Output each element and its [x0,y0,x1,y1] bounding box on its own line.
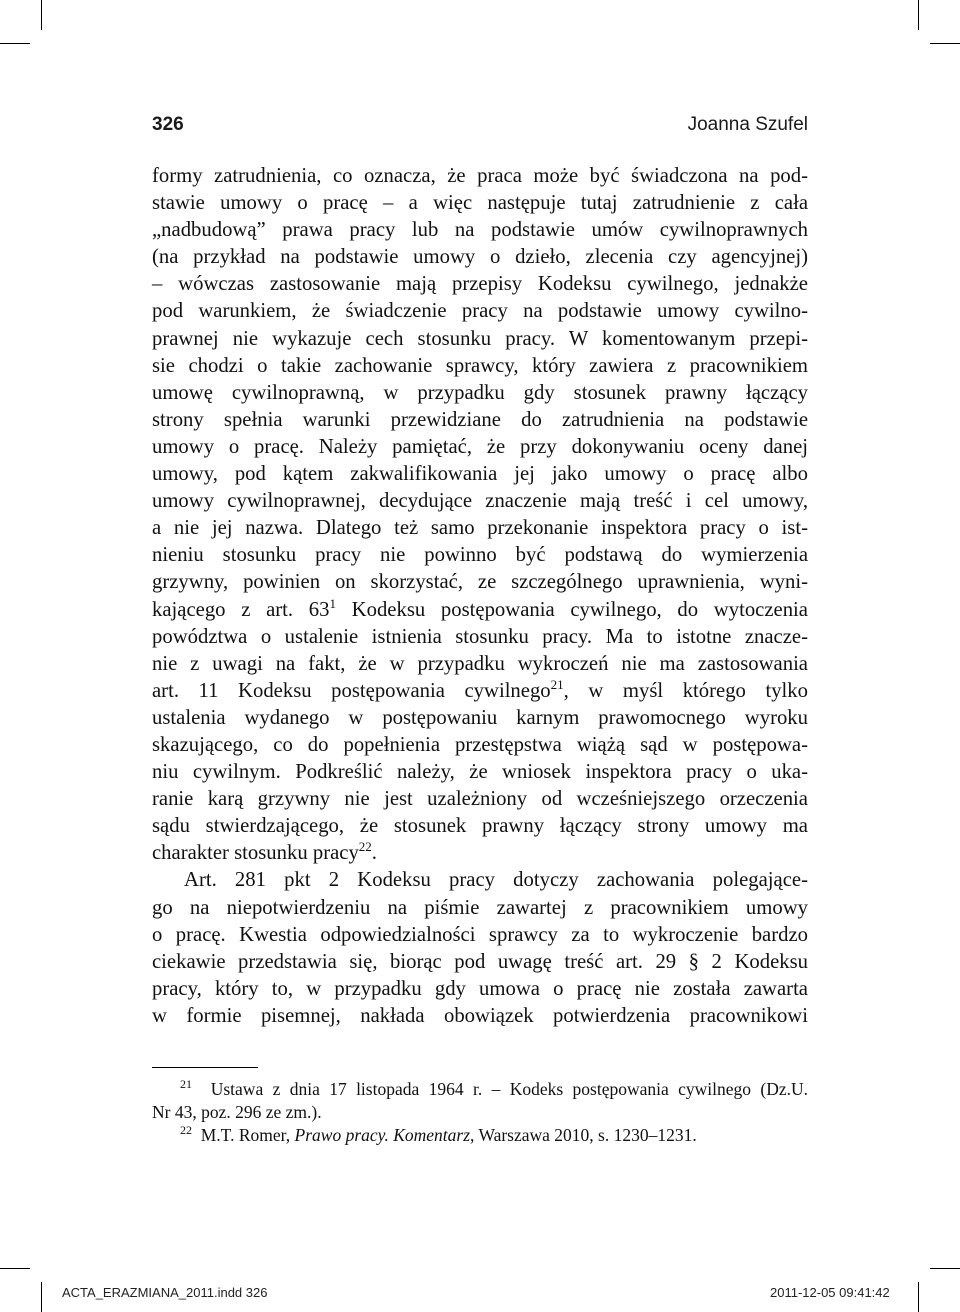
footnote-22 [152,1124,808,1147]
footnote-21-continued: Nr 43, poz. 296 ze zm.). [152,1102,322,1122]
footnote-ref-21: 21 [550,676,564,692]
footnote-text: Ustawa z dnia 17 listopada 1964 r. – Kodeks postępowania cywilnego (Dz.U. [210,1079,808,1099]
text-line: powództwa o ustalenie istnienia stosunku pracy. Ma to istotne znacze- [152,625,808,648]
footnote-number: 22 [180,1123,192,1137]
text-line: ranie karą grzywny nie jest uzależniony od wcześniejszego orzeczenia [152,788,808,811]
footnotes [152,1078,808,1147]
text-line: o pracę. Kwestia odpowiedzialności sprawcy za to wykroczenie bardzo [152,923,808,946]
text-line: nie z uwagi na fakt, że w przypadku wykroczeń nie ma zastosowania [152,652,808,675]
footnote-text: , Warszawa 2010, s. 1230–1231. [470,1125,697,1145]
text-line: strony spełnia warunki przewidziane do zatrudnienia na podstawie [152,408,808,431]
text-segment: kającego z art. 63 [152,598,330,621]
running-header [152,114,808,142]
text-line: w formie pisemnej, nakłada obowiązek potwierdzenia pracownikowi [152,1004,808,1027]
text-segment: . [371,842,377,865]
text-line [152,597,808,624]
crop-mark-bottom-left-h [0,1268,30,1269]
footnote-separator [152,1067,258,1068]
footnote-title-italic: Prawo pracy. Komentarz [294,1125,471,1145]
text-line: skazującego, co do popełnienia przestępstwa wiążą sąd w postępowa- [152,733,808,756]
text-line: a nie jej nazwa. Dlatego też samo przekonanie inspektora pracy o ist- [152,517,808,540]
text-line: grzywny, powinien on skorzystać, ze szczególnego uprawnienia, wyni- [152,571,808,594]
body-text [152,163,808,1030]
text-line: umowy cywilnoprawnej, decydujące znaczenie mają treść i cel umowy, [152,490,808,513]
text-line: ustalenia wydanego w postępowaniu karnym prawomocnego wyroku [152,706,808,729]
text-line: – wówczas zastosowanie mają przepisy Kodeksu cywilnego, jednakże [152,273,808,296]
crop-mark-bottom-right-v [918,1282,919,1312]
crop-mark-bottom-right-h [930,1268,960,1269]
text-line: umowy o pracę. Należy pamiętać, że przy dokonywaniu oceny danej [152,435,808,458]
text-line: go na niepotwierdzeniu na piśmie zawartej z pracownikiem umowy [152,896,808,919]
text-line: niu cywilnym. Podkreślić należy, że wniosek inspektora pracy o uka- [152,761,808,784]
footnote-text: M.T. Romer, [200,1125,295,1145]
crop-mark-top-right-h [930,43,960,44]
footnote-number: 21 [180,1077,192,1091]
text-line: nieniu stosunku pracy nie powinno być podstawą do wymierzenia [152,544,808,567]
text-line: umowę cywilnoprawną, w przypadku gdy stosunek prawny łączący [152,381,808,404]
text-line: pracy, który to, w przypadku gdy umowa o pracę nie została zawarta [152,977,808,1000]
text-line: sie chodzi o takie zachowanie sprawcy, który zawiera z pracownikiem [152,354,808,377]
crop-mark-top-left-v [41,0,42,30]
text-segment: Kodeksu postępowania cywilnego, do wytoczenia [335,598,808,621]
text-line: umowy, pod kątem zakwalifikowania jej jako umowy o pracę albo [152,463,808,486]
text-segment: , w myśl którego tylko [563,679,808,702]
text-line: prawnej nie wykazuje cech stosunku pracy. W komentowanym przepi- [152,327,808,350]
slug-file: ACTA_ERAZMIANA_2011.indd 326 [62,1285,268,1300]
text-line: sądu stwierdzającego, że stosunek prawny łączący strony umowy ma [152,815,808,838]
text-line: formy zatrudnienia, co oznacza, że praca może być świadczona na pod- [152,165,808,187]
text-line: „nadbudową” prawa pracy lub na podstawie umów cywilnoprawnych [152,219,808,242]
text-line: Art. 281 pkt 2 Kodeksu pracy dotyczy zachowania polegające- [184,869,808,892]
crop-mark-top-right-v [918,0,919,30]
text-line [152,678,808,705]
crop-mark-top-left-h [0,43,30,44]
crop-mark-bottom-left-v [41,1282,42,1312]
page-number: 326 [152,114,184,135]
text-line: stawie umowy o pracę – a więc następuje tutaj zatrudnienie z cała [152,192,808,215]
text-line: pod warunkiem, że świadczenie pracy na podstawie umowy cywilno- [152,300,808,323]
footnote-ref-22: 22 [358,839,372,855]
text-segment: charakter stosunku pracy [152,842,359,865]
running-head-author: Joanna Szufel [687,114,808,135]
text-segment: art. 11 Kodeksu postępowania cywilnego [152,679,551,702]
slug-timestamp: 2011-12-05 09:41:42 [770,1285,890,1300]
superscript: 1 [329,595,336,611]
footnote-21 [152,1078,808,1101]
text-line [152,840,808,867]
text-line: (na przykład na podstawie umowy o dzieło, zlecenia czy agencyjnej) [152,246,808,269]
text-line: ciekawie przedstawia się, biorąc pod uwagę treść art. 29 § 2 Kodeksu [152,950,808,973]
